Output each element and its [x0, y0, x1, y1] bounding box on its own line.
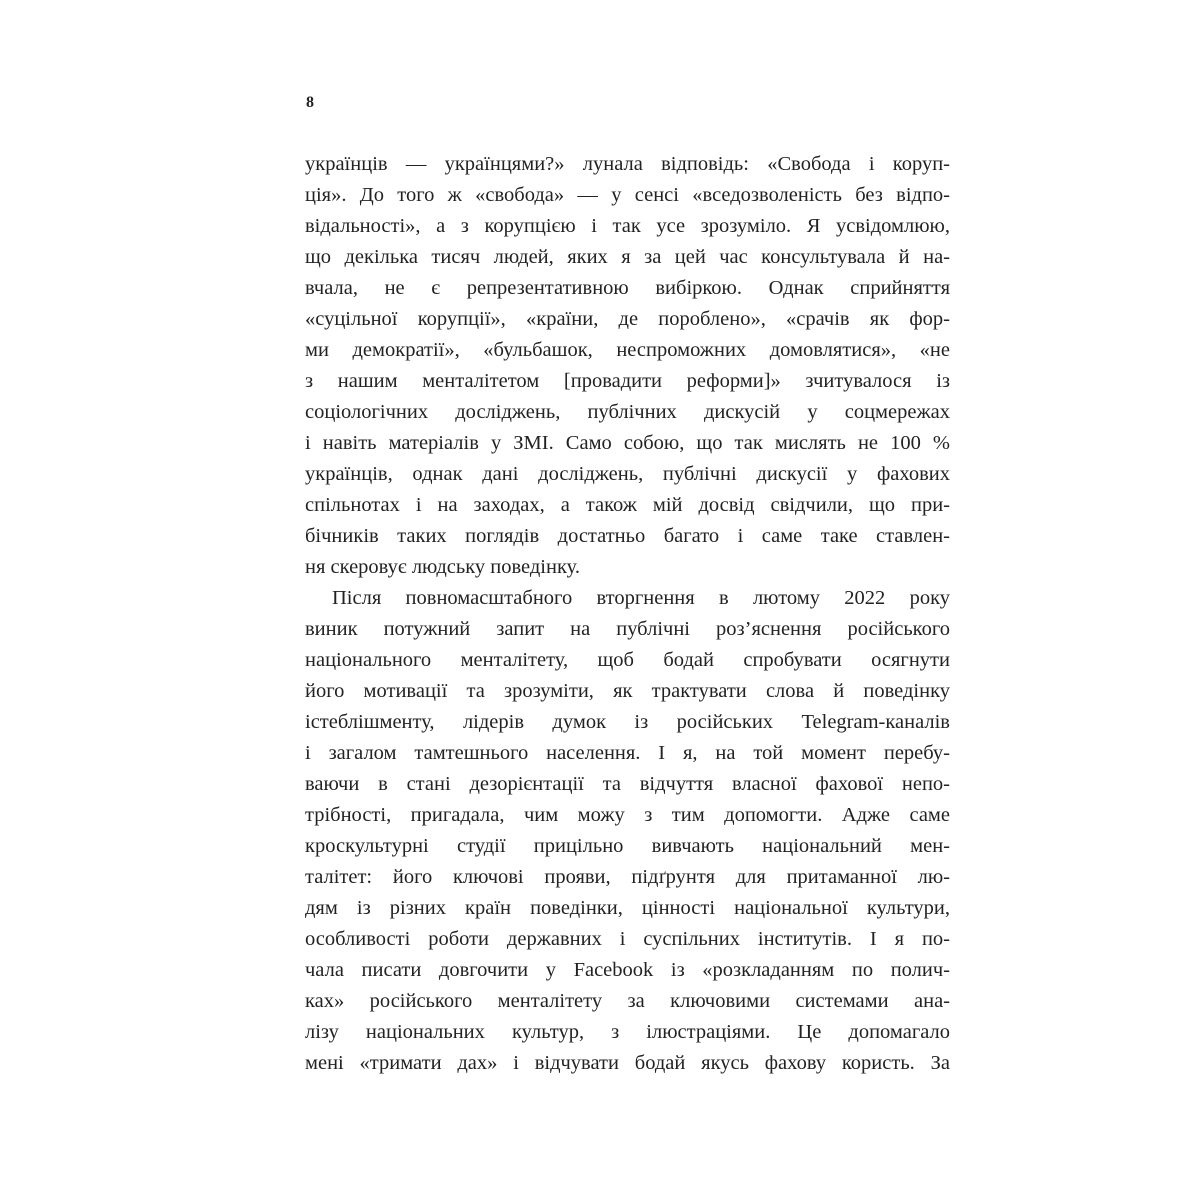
- text-line: чала писати довгочити у Facebook із «розкладанням по полич-: [305, 959, 950, 981]
- text-line: істеблішменту, лідерів думок із російських Telegram-каналів: [305, 711, 950, 733]
- text-line: виник потужний запит на публічні роз’яснення російського: [305, 618, 950, 640]
- text-line: бічників таких поглядів достатньо багато і саме таке ставлен-: [305, 525, 950, 547]
- text-line: і загалом тамтешнього населення. І я, на той момент перебу-: [305, 742, 950, 764]
- text-line: його мотивації та зрозуміти, як трактувати слова й поведінку: [305, 680, 950, 702]
- text-line: і навіть матеріалів у ЗМІ. Само собою, що так мислять не 100 %: [305, 432, 950, 454]
- text-line: трібності, пригадала, чим можу з тим допомогти. Адже саме: [305, 804, 950, 826]
- text-line: спільнотах і на заходах, а також мій досвід свідчили, що при-: [305, 494, 950, 516]
- text-line: талітет: його ключові прояви, підґрунтя для притаманної лю-: [305, 866, 950, 888]
- paragraph: [305, 149, 950, 583]
- text-line: Після повномасштабного вторгнення в лютому 2022 року: [332, 587, 950, 609]
- text-line: українців — українцями?» лунала відповідь: «Свобода і коруп-: [305, 153, 950, 175]
- text-line: соціологічних досліджень, публічних дискусій у соцмережах: [305, 401, 950, 423]
- text-line: «суцільної корупції», «країни, де пороблено», «срачів як фор-: [305, 308, 950, 330]
- text-line: ми демократії», «бульбашок, неспроможних домовлятися», «не: [305, 339, 950, 361]
- text-line: лізу національних культур, з ілюстраціями. Це допомагало: [305, 1021, 950, 1043]
- text-line: ня скеровує людську поведінку.: [305, 556, 580, 578]
- text-line: вчала, не є репрезентативною вибіркою. Однак сприйняття: [305, 277, 950, 299]
- text-line: що декілька тисяч людей, яких я за цей час консультувала й на-: [305, 246, 950, 268]
- text-line: ція». До того ж «свобода» — у сенсі «вседозволеність без відпо-: [305, 184, 950, 206]
- text-block: [305, 149, 950, 1079]
- text-line: дям із різних країн поведінки, цінності національної культури,: [305, 897, 950, 919]
- text-line: відальності», а з корупцією і так усе зрозуміло. Я усвідомлюю,: [305, 215, 950, 237]
- page-number: 8: [306, 94, 314, 111]
- text-line: з нашим менталітетом [провадити реформи]» зчитувалося із: [305, 370, 950, 392]
- text-line: українців, однак дані досліджень, публічні дискусії у фахових: [305, 463, 950, 485]
- text-line: національного менталітету, щоб бодай спробувати осягнути: [305, 649, 950, 671]
- text-line: ваючи в стані дезорієнтації та відчуття власної фахової непо-: [305, 773, 950, 795]
- text-line: ках» російського менталітету за ключовими системами ана-: [305, 990, 950, 1012]
- text-line: мені «тримати дах» і відчувати бодай якусь фахову користь. За: [305, 1052, 950, 1074]
- text-line: кроскультурні студії прицільно вивчають національний мен-: [305, 835, 950, 857]
- paragraph: [305, 583, 950, 1079]
- text-line: особливості роботи державних і суспільних інститутів. І я по-: [305, 928, 950, 950]
